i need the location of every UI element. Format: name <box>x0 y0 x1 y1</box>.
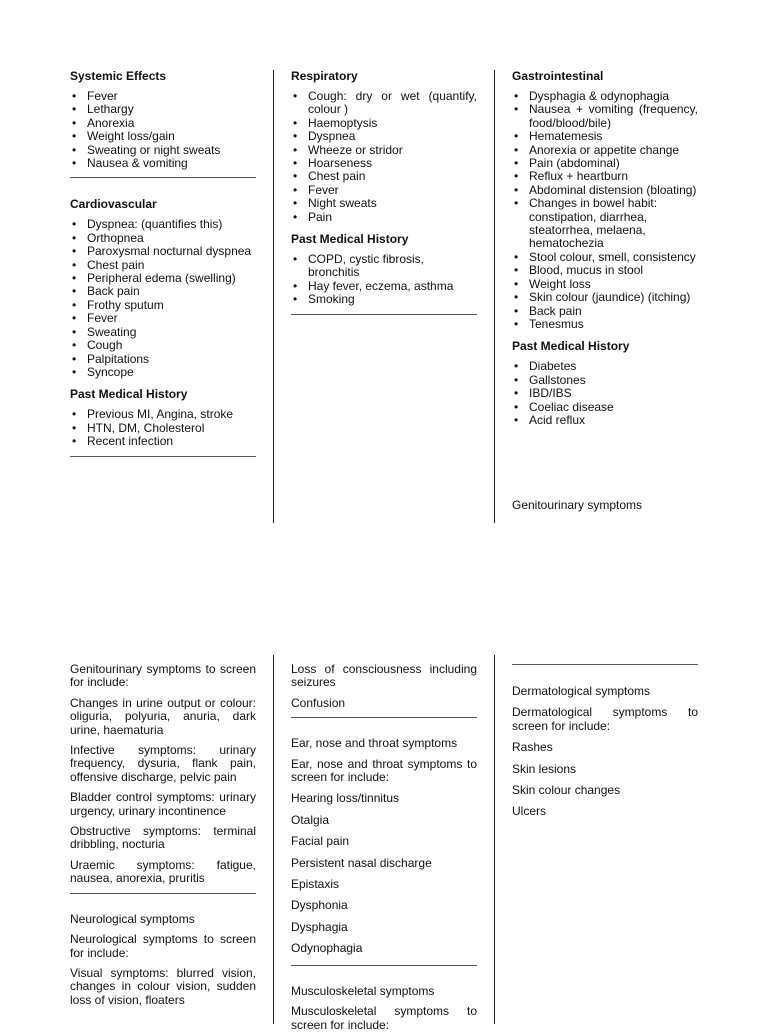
list-item: • Sweating <box>70 326 256 339</box>
section-title-gastrointestinal: Gastrointestinal <box>512 69 604 83</box>
paragraph-item: Persistent nasal discharge <box>291 855 432 870</box>
list-item: • Chest pain <box>70 259 256 272</box>
list-item: • Dysphagia & odynophagia <box>512 90 698 103</box>
section-title-respiratory: Respiratory <box>291 69 358 83</box>
list-past-medical-history <box>291 253 477 307</box>
paragraph-item: Rashes <box>512 740 553 755</box>
list-item: • Diabetes <box>512 360 698 373</box>
paragraph-item: Visual symptoms: blurred vision, changes in colour vision, sudden loss of vision, floaters <box>70 965 256 1007</box>
list-item: • Paroxysmal nocturnal dyspnea <box>70 245 256 258</box>
list-item: • Frothy sputum <box>70 299 256 312</box>
paragraph-item: Infective symptoms: urinary frequency, dysuria, flank pain, offensive discharge, pelvic pain <box>70 743 256 784</box>
column-systemic-cardio <box>70 69 256 457</box>
list-item: • Hay fever, eczema, asthma <box>291 280 477 293</box>
section-divider <box>291 717 477 718</box>
paragraph-item: Odynophagia <box>291 941 363 956</box>
list-item: • Acid reflux <box>512 414 698 427</box>
list-item: • Cough <box>70 339 256 352</box>
list-cardiovascular <box>70 218 256 379</box>
list-item: • Sweating or night sweats <box>70 144 256 157</box>
list-past-medical-history <box>70 408 256 448</box>
list-item: • Gallstones <box>512 374 698 387</box>
list-item: • Anorexia <box>70 117 256 130</box>
list-item: • Pain <box>291 211 477 224</box>
section-title-past-medical-history: Past Medical History <box>70 387 188 402</box>
section-footer-genitourinary: Genitourinary symptoms <box>512 498 643 512</box>
list-item: • Fever <box>70 312 256 325</box>
musculoskeletal-intro: Musculoskeletal symptoms to screen for include: <box>291 1004 477 1032</box>
column-divider-4 <box>494 655 495 1024</box>
paragraph-item: Ulcers <box>512 804 547 819</box>
ent-intro: Ear, nose and throat symptoms to screen for include: <box>291 756 477 785</box>
list-item: • Cough: dry or wet (quantify, colour ) <box>291 90 477 117</box>
section-divider <box>70 456 256 457</box>
list-item: • Lethargy <box>70 103 256 116</box>
paragraph-item: Uraemic symptoms: fatigue, nausea, anorexia, pruritis <box>70 857 256 886</box>
list-item: • Back pain <box>512 305 698 318</box>
list-item: • Syncope <box>70 366 256 379</box>
section-title-systemic: Systemic Effects <box>70 69 167 83</box>
list-item: • Nausea & vomiting <box>70 157 256 170</box>
list-item: • Anorexia or appetite change <box>512 144 698 157</box>
list-item: • Tenesmus <box>512 318 698 331</box>
dermatological-intro: Dermatological symptoms to screen for include: <box>512 705 698 733</box>
list-item: • Peripheral edema (swelling) <box>70 272 256 285</box>
section-title-musculoskeletal: Musculoskeletal symptoms <box>291 983 435 998</box>
list-item: • Changes in bowel habit: constipation, diarrhea, steatorrhea, melaena, hematochezia <box>512 197 698 251</box>
list-item: • Blood, mucus in stool <box>512 264 698 277</box>
section-divider <box>512 664 698 665</box>
section-divider <box>70 893 256 894</box>
list-item: • IBD/IBS <box>512 387 698 400</box>
paragraph-item: Skin colour changes <box>512 783 621 798</box>
list-item: • Nausea + vomiting (frequency, food/blood/bile) <box>512 103 698 130</box>
paragraph-item: Changes in urine output or colour: oliguria, polyuria, anuria, dark urine, haematuria <box>70 695 256 737</box>
paragraph-item: Confusion <box>291 695 346 710</box>
list-item: • Haemoptysis <box>291 117 477 130</box>
list-item: • Hoarseness <box>291 157 477 170</box>
paragraph-item: Skin lesions <box>512 761 577 776</box>
section-title-neurological: Neurological symptoms <box>70 911 195 926</box>
list-systemic <box>70 90 256 170</box>
list-past-medical-history <box>512 360 698 427</box>
list-item: • Previous MI, Angina, stroke <box>70 408 256 421</box>
paragraph-item: Dysphagia <box>291 919 348 934</box>
list-item: • Palpitations <box>70 353 256 366</box>
paragraph-item: Obstructive symptoms: terminal dribbling, nocturia <box>70 824 256 852</box>
list-item: • Weight loss <box>512 278 698 291</box>
column-divider-2 <box>494 70 495 523</box>
paragraph-item: Epistaxis <box>291 877 340 892</box>
column-ent-msk <box>291 663 477 1032</box>
section-divider <box>291 314 477 315</box>
list-item: • Weight loss/gain <box>70 130 256 143</box>
paragraph-item: Facial pain <box>291 834 350 849</box>
column-divider-1 <box>273 70 274 523</box>
column-dermatological <box>512 663 698 819</box>
column-divider-3 <box>273 655 274 1024</box>
section-title-past-medical-history: Past Medical History <box>512 339 630 354</box>
list-item: • Hematemesis <box>512 130 698 143</box>
paragraph-item: Loss of consciousness including seizures <box>291 662 477 690</box>
list-gastrointestinal <box>512 90 698 331</box>
section-title-past-medical-history: Past Medical History <box>291 232 409 247</box>
list-item: • Pain (abdominal) <box>512 157 698 170</box>
list-item: • Coeliac disease <box>512 401 698 414</box>
list-item: • Chest pain <box>291 170 477 183</box>
list-item: • Back pain <box>70 285 256 298</box>
list-item: • Smoking <box>291 293 477 306</box>
list-item: • Night sweats <box>291 197 477 210</box>
list-item: • HTN, DM, Cholesterol <box>70 422 256 435</box>
genitourinary-intro: Genitourinary symptoms to screen for include: <box>70 662 256 690</box>
section-title-ent: Ear, nose and throat symptoms <box>291 736 458 751</box>
list-item: • Stool colour, smell, consistency <box>512 251 698 264</box>
list-item: • Skin colour (jaundice) (itching) <box>512 291 698 304</box>
list-item: • Dyspnea: (quantifies this) <box>70 218 256 231</box>
column-gastrointestinal <box>512 69 698 512</box>
paragraph-item: Dysphonia <box>291 898 348 913</box>
section-divider <box>291 965 477 966</box>
list-item: • COPD, cystic fibrosis, bronchitis <box>291 253 477 280</box>
list-item: • Abdominal distension (bloating) <box>512 184 698 197</box>
list-item: • Fever <box>70 90 256 103</box>
list-item: • Reflux + heartburn <box>512 170 698 183</box>
paragraph-item: Bladder control symptoms: urinary urgency, urinary incontinence <box>70 790 256 818</box>
paragraph-item: Hearing loss/tinnitus <box>291 791 400 806</box>
list-item: • Orthopnea <box>70 232 256 245</box>
list-respiratory <box>291 90 477 224</box>
section-divider <box>70 177 256 178</box>
column-respiratory <box>291 69 477 315</box>
list-item: • Fever <box>291 184 477 197</box>
neurological-intro: Neurological symptoms to screen for include: <box>70 932 256 960</box>
list-item: • Recent infection <box>70 435 256 448</box>
list-item: • Dyspnea <box>291 130 477 143</box>
column-genitourinary-neuro <box>70 663 256 1007</box>
list-item: • Wheeze or stridor <box>291 144 477 157</box>
section-title-dermatological: Dermatological symptoms <box>512 684 651 698</box>
paragraph-item: Otalgia <box>291 812 330 827</box>
section-title-cardiovascular: Cardiovascular <box>70 197 157 212</box>
